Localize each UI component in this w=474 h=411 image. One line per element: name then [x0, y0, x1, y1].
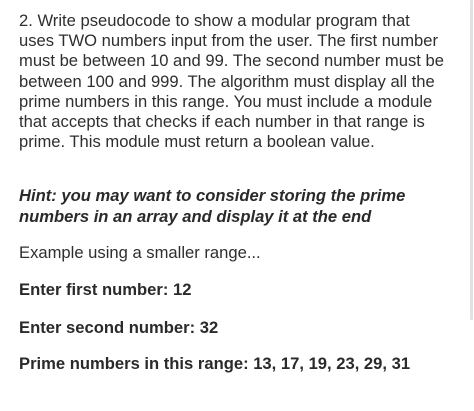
example-prime-numbers: Prime numbers in this range: 13, 17, 19, 23, 29, 31 [19, 354, 411, 373]
question-line: prime. This module must return a boolean value. [19, 132, 375, 152]
hint-paragraph [19, 185, 467, 227]
hint-line: Hint: you may want to consider storing the prime [19, 186, 406, 205]
scrollbar[interactable] [470, 0, 473, 320]
example-intro: Example using a smaller range... [19, 243, 261, 262]
question-line: between 100 and 999. The algorithm must display all the [19, 71, 435, 91]
question-line: must be between 10 and 99. The second number must be [19, 51, 444, 71]
question-paragraph [19, 11, 467, 152]
question-line: 2. Write pseudocode to show a modular program that [19, 11, 410, 30]
example-first-number: Enter first number: 12 [19, 280, 192, 299]
question-line: uses TWO numbers input from the user. The first number [19, 31, 439, 51]
question-line: that accepts that checks if each number in that range is [19, 112, 425, 132]
example-second-number: Enter second number: 32 [19, 318, 219, 337]
hint-line: numbers in an array and display it at the end [19, 207, 372, 226]
question-line: prime numbers in this range. You must include a module [19, 91, 433, 111]
